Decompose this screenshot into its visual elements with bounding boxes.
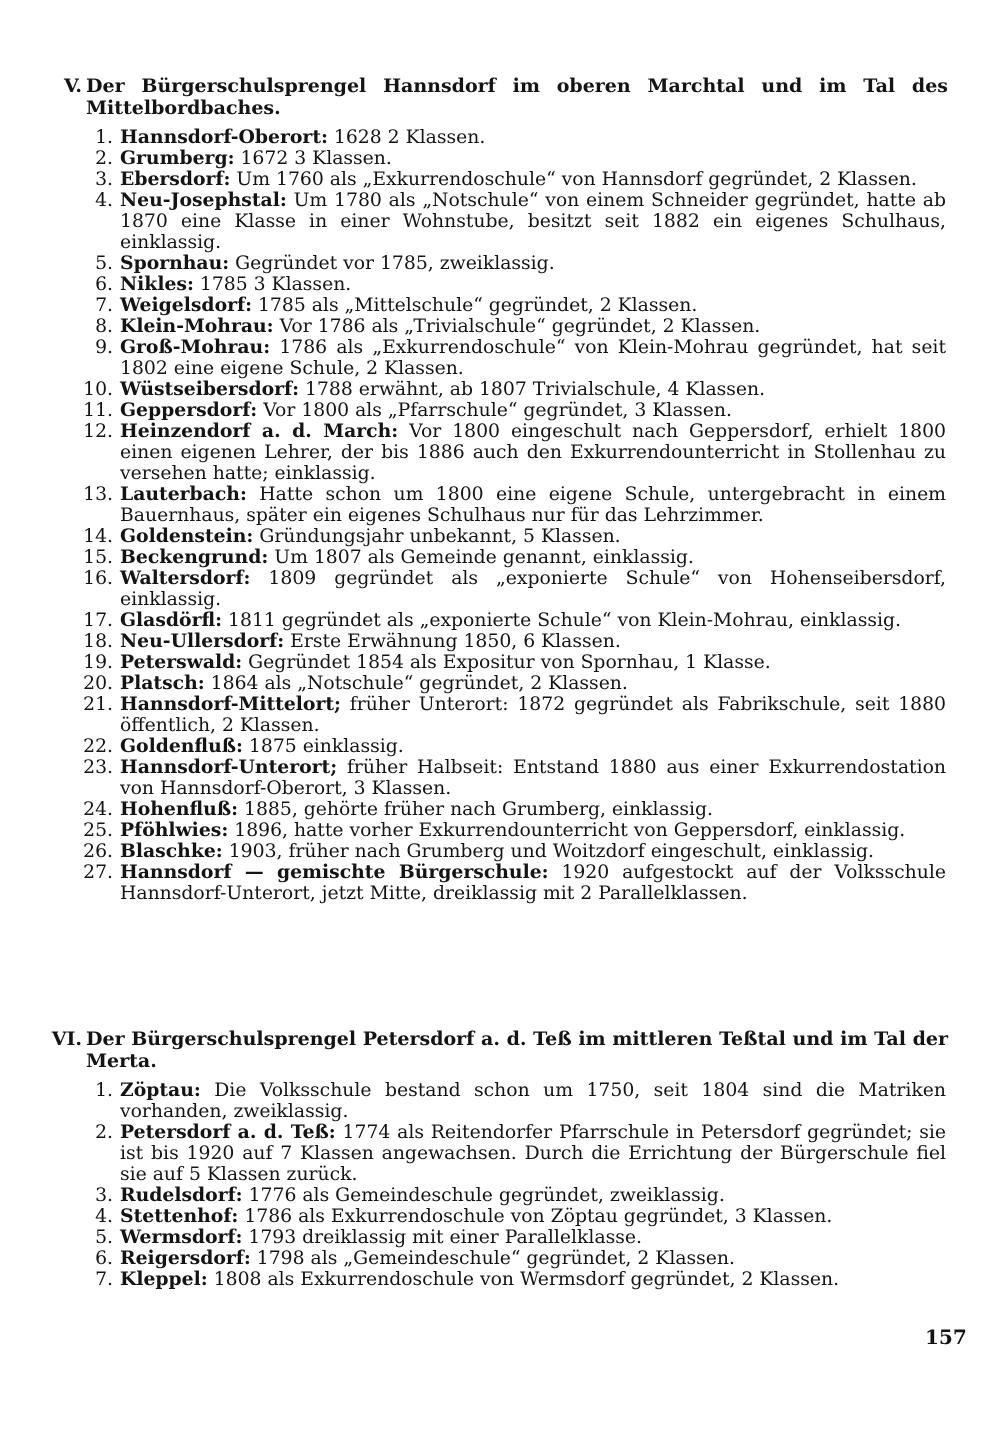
place-name: Ebersdorf: [120, 168, 231, 190]
item-number: 24. [83, 799, 113, 820]
list-item [0, 379, 1000, 400]
item-number: 7. [95, 1269, 113, 1290]
item-number: 21. [83, 694, 113, 715]
item-number: 23. [83, 757, 113, 778]
list-item [0, 421, 1000, 484]
item-number: 10. [83, 379, 113, 400]
item-number: 17. [83, 610, 113, 631]
item-number: 7. [95, 295, 113, 316]
place-name: Kleppel: [120, 1268, 208, 1290]
item-text: 1875 einklassig. [242, 736, 404, 757]
item-number: 16. [83, 568, 113, 589]
list-item [0, 841, 1000, 862]
section-vi [0, 1028, 1000, 1290]
list-item [0, 736, 1000, 757]
item-number: 2. [95, 1122, 113, 1143]
item-number: 9. [95, 337, 113, 358]
place-name: Nikles: [120, 273, 194, 295]
item-text: 1672 3 Klassen. [234, 148, 392, 169]
item-text: Erste Erwähnung 1850, 6 Klassen. [284, 631, 621, 652]
item-text: 1798 als „Gemeindeschule“ gegründet, 2 Klassen. [250, 1248, 735, 1269]
item-text: Gegründet vor 1785, zweiklassig. [229, 253, 555, 274]
place-name: Zöptau: [120, 1079, 201, 1101]
list-item [0, 547, 1000, 568]
item-text: 1811 gegründet als „exponierte Schule“ von Klein-Mohrau, einklassig. [222, 610, 901, 631]
list-item [0, 1185, 1000, 1206]
item-number: 1. [95, 127, 113, 148]
item-body [120, 694, 946, 736]
item-body [120, 127, 946, 148]
item-body [120, 673, 946, 694]
item-body [120, 295, 946, 316]
item-text: 1793 dreiklassig mit einer Parallelklasse. [242, 1227, 642, 1248]
item-body [120, 526, 946, 547]
item-body [120, 736, 946, 757]
item-number: 5. [95, 1227, 113, 1248]
list-item [0, 568, 1000, 610]
place-name: Grumberg: [120, 147, 235, 169]
place-name: Hannsdorf-Unterort; [120, 756, 338, 778]
place-name: Wermsdorf: [120, 1226, 243, 1248]
item-body [120, 1227, 946, 1248]
item-number: 22. [83, 736, 113, 757]
place-name: Wüstseibersdorf: [120, 378, 300, 400]
list-item [0, 652, 1000, 673]
place-name: Reigersdorf: [120, 1247, 251, 1269]
item-text: 1903, früher nach Grumberg und Woitzdorf eingeschult, einklassig. [222, 841, 874, 862]
item-text: 1774 als Reitendorfer Pfarrschule in Petersdorf gegründet; sie ist bis 1920 auf 7 Klassen angewachsen. Durch die Errichtung der Bürgerschule fiel sie auf 5 Klassen zurück. [120, 1122, 946, 1185]
item-number: 4. [95, 1206, 113, 1227]
place-name: Neu-Ullersdorf: [120, 630, 285, 652]
list-item [0, 148, 1000, 169]
item-number: 19. [83, 652, 113, 673]
list-item [0, 862, 1000, 904]
item-body [120, 841, 946, 862]
item-body [120, 1080, 946, 1122]
place-name: Pföhlwies: [120, 819, 229, 841]
item-body [120, 1185, 946, 1206]
item-body [120, 862, 946, 904]
item-number: 5. [95, 253, 113, 274]
list-item [0, 1269, 1000, 1290]
item-text: 1885, gehörte früher nach Grumberg, einklassig. [238, 799, 714, 820]
item-body [120, 337, 946, 379]
item-number: 11. [83, 400, 113, 421]
list-item [0, 631, 1000, 652]
list-item [0, 190, 1000, 253]
item-body [120, 652, 946, 673]
item-body [120, 1122, 946, 1185]
item-number: 13. [83, 484, 113, 505]
item-number: 2. [95, 148, 113, 169]
place-name: Petersdorf a. d. Teß: [120, 1121, 336, 1143]
item-body [120, 610, 946, 631]
list-item [0, 1206, 1000, 1227]
item-number: 3. [95, 169, 113, 190]
entry-list [0, 1080, 1000, 1290]
item-body [120, 568, 946, 610]
item-number: 12. [83, 421, 113, 442]
item-body [120, 148, 946, 169]
item-body [120, 316, 946, 337]
item-body [120, 400, 946, 421]
list-item [0, 1227, 1000, 1248]
item-body [120, 757, 946, 799]
place-name: Geppersdorf: [120, 399, 258, 421]
item-text: 1785 3 Klassen. [193, 274, 352, 295]
place-name: Platsch: [120, 672, 205, 694]
place-name: Neu-Josephstal: [120, 189, 287, 211]
place-name: Hannsdorf — gemischte Bürgerschule: [120, 861, 549, 883]
item-text: 1785 als „Mittelschule“ gegründet, 2 Klassen. [252, 295, 698, 316]
section-v [0, 75, 1000, 904]
item-number: 8. [95, 316, 113, 337]
section-title: Der Bürgerschulsprengel Hannsdorf im oberen Marchtal und im Tal des Mittelbordbaches. [86, 75, 948, 119]
list-item [0, 1080, 1000, 1122]
entry-list [0, 127, 1000, 904]
item-body [120, 274, 946, 295]
place-name: Waltersdorf: [120, 567, 251, 589]
item-text: 1920 aufgestockt auf der Volksschule Hannsdorf-Unterort, jetzt Mitte, dreiklassig mit 2 Parallelklassen. [120, 862, 946, 904]
list-item [0, 526, 1000, 547]
item-text: Um 1760 als „Exkurrendoschule“ von Hannsdorf gegründet, 2 Klassen. [230, 169, 917, 190]
list-item [0, 820, 1000, 841]
list-item [0, 757, 1000, 799]
list-item [0, 1122, 1000, 1185]
item-text: Hatte schon um 1800 eine eigene Schule, untergebracht in einem Bauernhaus, später ein eigenes Schulhaus nur für das Lehrzimmer. [120, 484, 946, 526]
item-number: 3. [95, 1185, 113, 1206]
item-text: Vor 1800 als „Pfarrschule“ gegründet, 3 Klassen. [257, 400, 732, 421]
item-text: früher Unterort: 1872 gegründet als Fabrikschule, seit 1880 öffentlich, 2 Klassen. [120, 694, 946, 736]
item-number: 1. [95, 1080, 113, 1101]
item-body [120, 1269, 946, 1290]
item-text: 1788 erwähnt, ab 1807 Trivialschule, 4 Klassen. [299, 379, 766, 400]
item-text: Die Volksschule bestand schon um 1750, seit 1804 sind die Matriken vorhanden, zweiklassig. [120, 1080, 946, 1122]
item-number: 6. [95, 1248, 113, 1269]
item-body [120, 484, 946, 526]
place-name: Goldenstein: [120, 525, 254, 547]
item-number: 18. [83, 631, 113, 652]
item-number: 27. [83, 862, 113, 883]
list-item [0, 169, 1000, 190]
section-heading [0, 75, 1000, 119]
list-item [0, 127, 1000, 148]
item-text: Um 1780 als „Notschule“ von einem Schneider gegründet, hatte ab 1870 eine Klasse in einer Wohnstube, besitzt seit 1882 ein eigenes Schulhaus, einklassig. [120, 190, 946, 253]
list-item [0, 484, 1000, 526]
item-body [120, 547, 946, 568]
section-number: V. [63, 75, 82, 97]
place-name: Hohenfluß: [120, 798, 239, 820]
place-name: Spornhau: [120, 252, 230, 274]
item-text: früher Halbseit: Entstand 1880 aus einer Exkurrendostation von Hannsdorf-Oberort, 3 Klassen. [120, 757, 946, 799]
place-name: Peterswald: [120, 651, 243, 673]
place-name: Beckengrund: [120, 546, 269, 568]
item-number: 20. [83, 673, 113, 694]
list-item [0, 694, 1000, 736]
item-text: 1786 als Exkurrendoschule von Zöptau gegründet, 3 Klassen. [238, 1206, 833, 1227]
item-body [120, 379, 946, 400]
page-number: 157 [925, 1325, 967, 1349]
list-item [0, 274, 1000, 295]
item-text: 1809 gegründet als „exponierte Schule“ von Hohenseibersdorf, einklassig. [120, 568, 946, 610]
place-name: Glasdörfl: [120, 609, 223, 631]
list-item [0, 295, 1000, 316]
item-text: Vor 1786 als „Trivialschule“ gegründet, 2 Klassen. [273, 316, 761, 337]
section-heading [0, 1028, 1000, 1072]
item-text: Vor 1800 eingeschult nach Geppersdorf, erhielt 1800 einen eigenen Lehrer, der bis 1886 auch den Exkurrendounterricht in Stollenhau zu versehen hatte; einklassig. [120, 421, 946, 484]
place-name: Goldenfluß: [120, 735, 243, 757]
list-item [0, 337, 1000, 379]
item-body [120, 1248, 946, 1269]
item-body [120, 169, 946, 190]
item-text: Gründungsjahr unbekannt, 5 Klassen. [253, 526, 621, 547]
list-item [0, 1248, 1000, 1269]
list-item [0, 673, 1000, 694]
list-item [0, 253, 1000, 274]
place-name: Rudelsdorf: [120, 1184, 243, 1206]
place-name: Stettenhof: [120, 1205, 239, 1227]
item-text: 1808 als Exkurrendoschule von Wermsdorf gegründet, 2 Klassen. [207, 1269, 840, 1290]
item-number: 6. [95, 274, 113, 295]
list-item [0, 610, 1000, 631]
item-number: 4. [95, 190, 113, 211]
item-text: Um 1807 als Gemeinde genannt, einklassig. [268, 547, 694, 568]
list-item [0, 400, 1000, 421]
item-text: 1628 2 Klassen. [327, 127, 486, 148]
item-text: 1864 als „Notschule“ gegründet, 2 Klassen. [204, 673, 628, 694]
item-body [120, 799, 946, 820]
place-name: Lauterbach: [120, 483, 247, 505]
item-body [120, 820, 946, 841]
item-body [120, 253, 946, 274]
item-number: 25. [83, 820, 113, 841]
item-number: 14. [83, 526, 113, 547]
item-text: 1786 als „Exkurrendoschule“ von Klein-Mohrau gegründet, hat seit 1802 eine eigene Schule, 2 Klassen. [120, 337, 946, 379]
place-name: Groß-Mohrau: [120, 336, 271, 358]
place-name: Klein-Mohrau: [120, 315, 274, 337]
item-body [120, 421, 946, 484]
item-body [120, 1206, 946, 1227]
item-text: 1776 als Gemeindeschule gegründet, zweiklassig. [242, 1185, 725, 1206]
place-name: Hannsdorf-Mittelort; [120, 693, 341, 715]
item-body [120, 631, 946, 652]
list-item [0, 316, 1000, 337]
item-body [120, 190, 946, 253]
item-number: 15. [83, 547, 113, 568]
item-number: 26. [83, 841, 113, 862]
list-item [0, 799, 1000, 820]
item-text: 1896, hatte vorher Exkurrendounterricht von Geppersdorf, einklassig. [228, 820, 906, 841]
place-name: Blaschke: [120, 840, 223, 862]
place-name: Weigelsdorf: [120, 294, 252, 316]
section-title: Der Bürgerschulsprengel Petersdorf a. d. Teß im mittleren Teßtal und im Tal der Merta. [86, 1028, 948, 1072]
item-text: Gegründet 1854 als Expositur von Spornhau, 1 Klasse. [242, 652, 771, 673]
place-name: Heinzendorf a. d. March: [120, 420, 399, 442]
section-number: VI. [51, 1028, 82, 1050]
place-name: Hannsdorf-Oberort: [120, 126, 328, 148]
